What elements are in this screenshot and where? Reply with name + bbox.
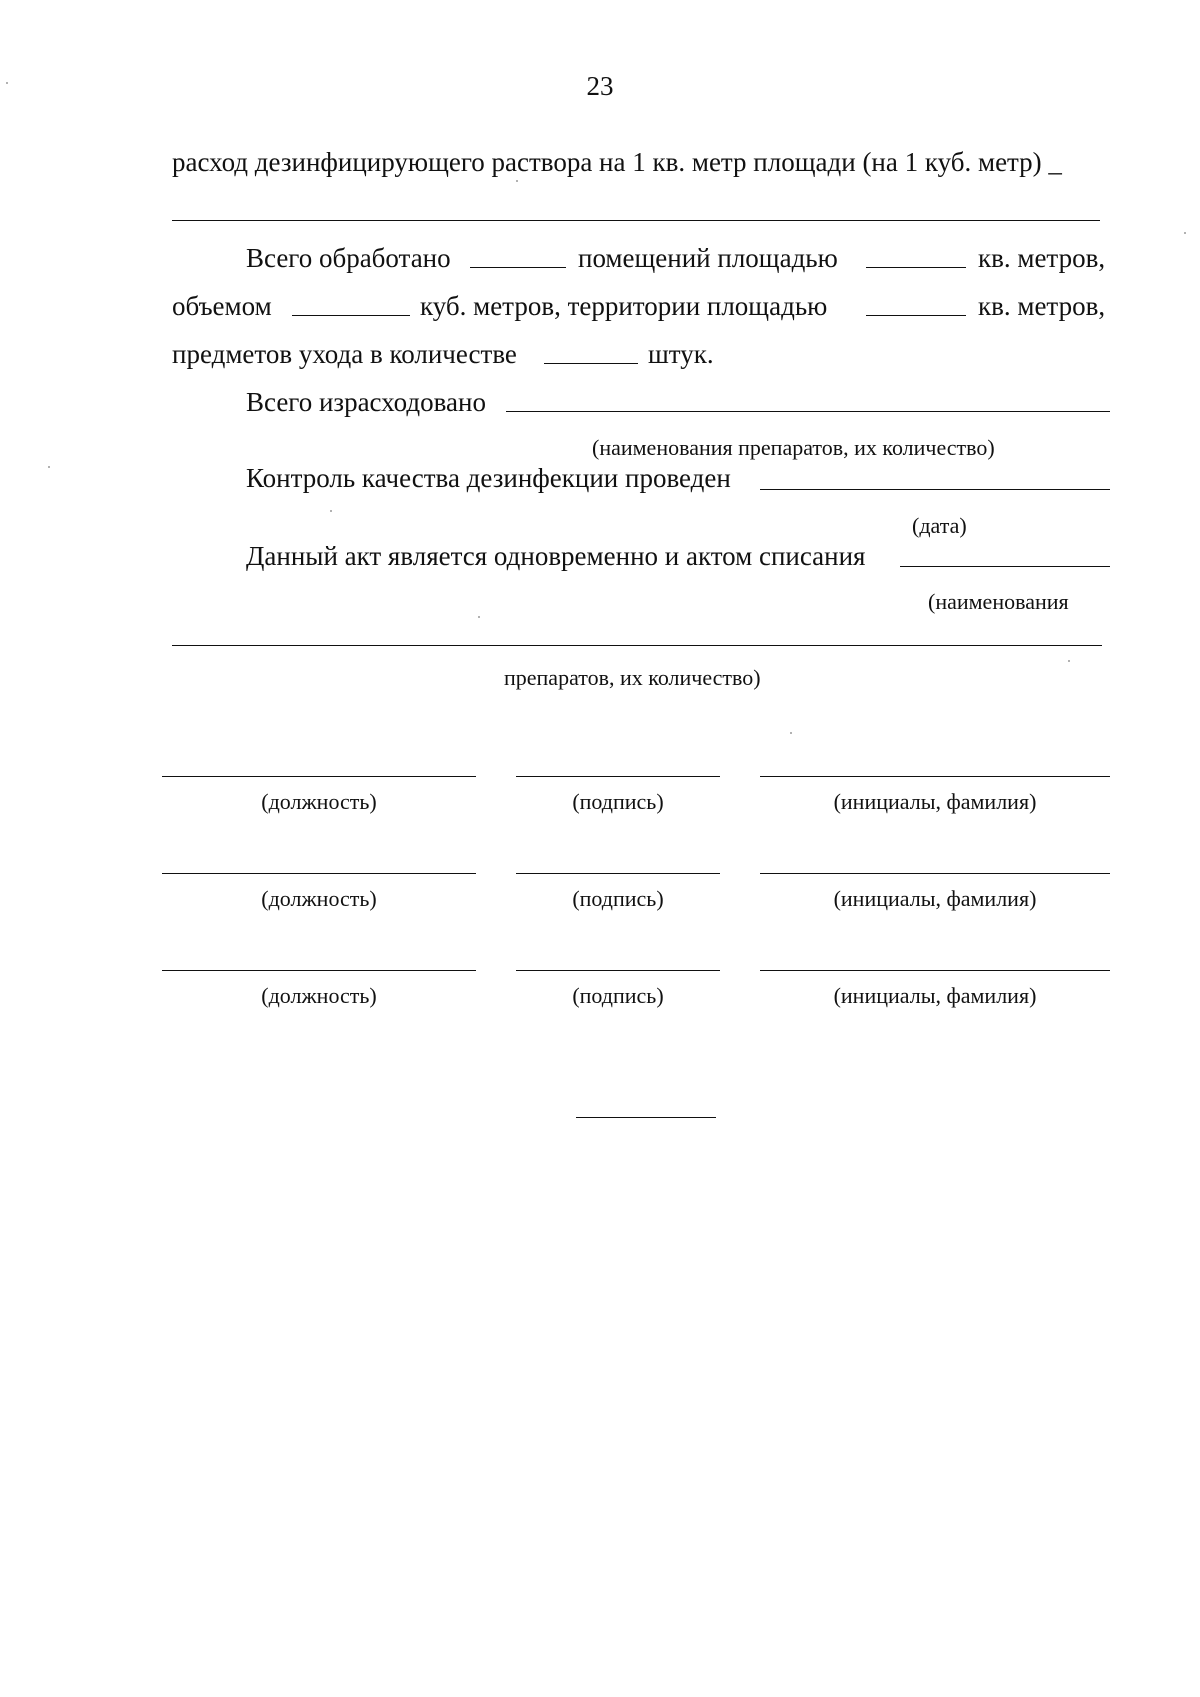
volume-label: объемом [172,291,272,321]
name-caption-2: (инициалы, фамилия) [833,886,1037,911]
scan-speck [1068,660,1070,662]
scan-speck [790,732,792,734]
position-caption-3: (должность) [261,983,377,1008]
spent-blank [506,411,1110,412]
volume-blank [292,315,410,316]
page-number: 23 [586,71,614,101]
rooms-count-blank [470,267,566,268]
quality-control-caption: (дата) [912,513,967,538]
pieces-label: штук. [648,339,714,369]
treated-label: Всего обработано [246,243,451,273]
scan-speck [6,82,8,84]
sq-meters-label-1: кв. метров, [978,243,1106,273]
scan-speck [1184,232,1186,234]
position-line-1 [162,776,476,777]
signature-line-2 [516,873,720,874]
name-line-3 [760,970,1110,971]
scan-speck [48,466,50,468]
spent-caption: (наименования препаратов, их количество) [592,435,995,460]
territory-area-label: куб. метров, территории площадью [420,291,828,321]
name-caption-1: (инициалы, фамилия) [833,789,1037,814]
write-off-label: Данный акт является одновременно и актом списания [246,541,866,571]
rooms-area-blank [866,267,966,268]
write-off-blank [900,566,1110,567]
write-off-fill-line [172,645,1102,646]
scan-speck [516,180,518,182]
signature-caption-2: (подпись) [572,886,664,911]
scan-speck [478,616,480,618]
position-caption-1: (должность) [261,789,377,814]
name-caption-3: (инициалы, фамилия) [833,983,1037,1008]
name-line-2 [760,873,1110,874]
write-off-caption-end: препаратов, их количество) [504,665,761,690]
territory-area-blank [866,315,966,316]
position-line-3 [162,970,476,971]
consumption-text: расход дезинфицирующего раствора на 1 кв. метр площади (на 1 куб. метр) _ [172,147,1062,177]
position-caption-2: (должность) [261,886,377,911]
signature-caption-1: (подпись) [572,789,664,814]
spent-label: Всего израсходовано [246,387,486,417]
sq-meters-label-2: кв. метров, [978,291,1106,321]
rooms-area-label: помещений площадью [578,243,838,273]
position-line-2 [162,873,476,874]
quality-control-label: Контроль качества дезинфекции проведен [246,463,731,493]
scan-speck [330,510,332,512]
care-items-label: предметов ухода в количестве [172,339,517,369]
signature-line-3 [516,970,720,971]
name-line-1 [760,776,1110,777]
care-items-blank [544,363,638,364]
quality-control-date-blank [760,489,1110,490]
signature-caption-3: (подпись) [572,983,664,1008]
write-off-caption-start: (наименования [928,589,1069,614]
end-of-document-separator [576,1117,716,1118]
signature-line-1 [516,776,720,777]
consumption-fill-line [172,220,1100,221]
